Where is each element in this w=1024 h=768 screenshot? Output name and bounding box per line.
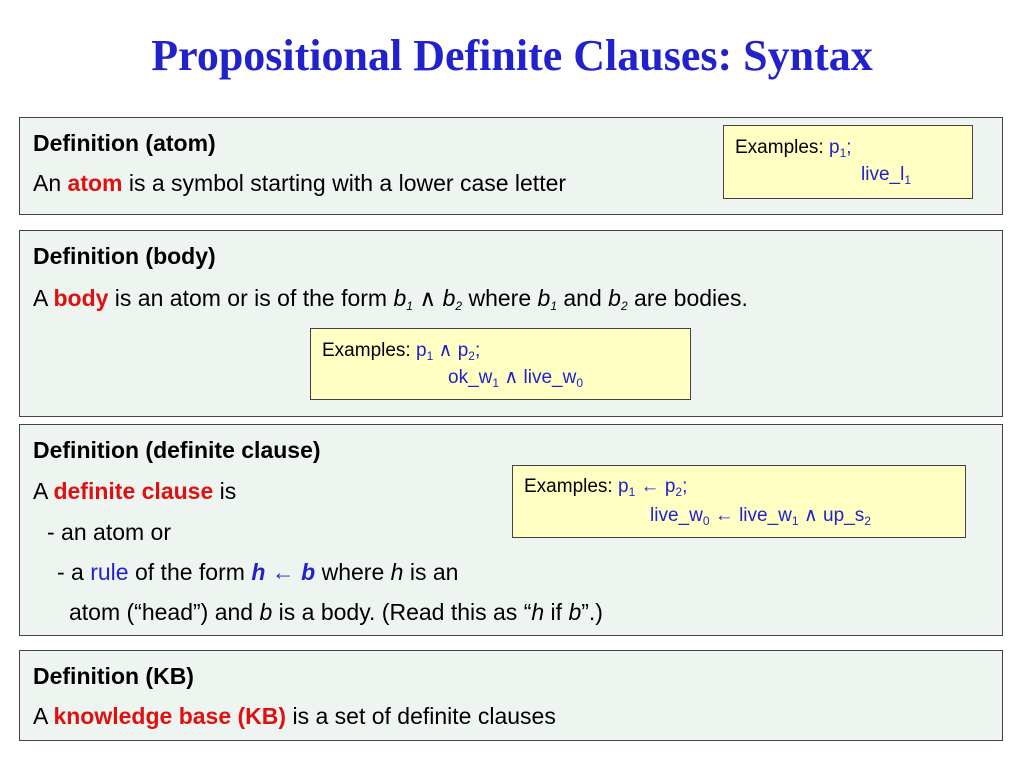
- clause-item-atom: - an atom or: [47, 519, 171, 545]
- atom-heading: Definition (atom): [33, 130, 216, 156]
- atom-definition-text: An atom is a symbol starting with a lower case letter: [33, 170, 567, 196]
- kb-definition-box: [19, 650, 1003, 741]
- clause-item-rule: - a rule of the form h ← b where h is an: [57, 559, 459, 585]
- definite-clause-definition-box: [19, 424, 1003, 636]
- atom-examples-box: Examples: $p_1$; $live\_l_1$: [723, 125, 973, 199]
- clause-head-explanation: atom (“head”) and b is a body. (Read this as “h if b”.): [69, 599, 603, 625]
- body-definition-box: [19, 230, 1003, 417]
- clause-definition-text: A definite clause is: [33, 478, 237, 504]
- clause-examples-box: Examples: $p_1$ ← $p_2$; $live\_w_0$ ← $live\_w_1$ ∧ $up\_s_2$: [512, 465, 966, 538]
- body-definition-text: A body is an atom or is of the form $b_1$ ∧ $b_2$ where $b_1$ and $b_2$ are bodies.: [33, 285, 748, 313]
- kb-heading: Definition (KB): [33, 663, 194, 689]
- kb-definition-text: A knowledge base (KB) is a set of definite clauses: [33, 703, 556, 729]
- slide-title: Propositional Definite Clauses: Syntax: [151, 31, 873, 80]
- body-examples-box: Examples: $p_1$ ∧ $p_2$; $ok\_w_1$ ∧ $live\_w_0$: [310, 328, 691, 400]
- atom-definition-box: [19, 117, 1003, 215]
- clause-heading: Definition (definite clause): [33, 437, 321, 463]
- body-heading: Definition (body): [33, 243, 216, 269]
